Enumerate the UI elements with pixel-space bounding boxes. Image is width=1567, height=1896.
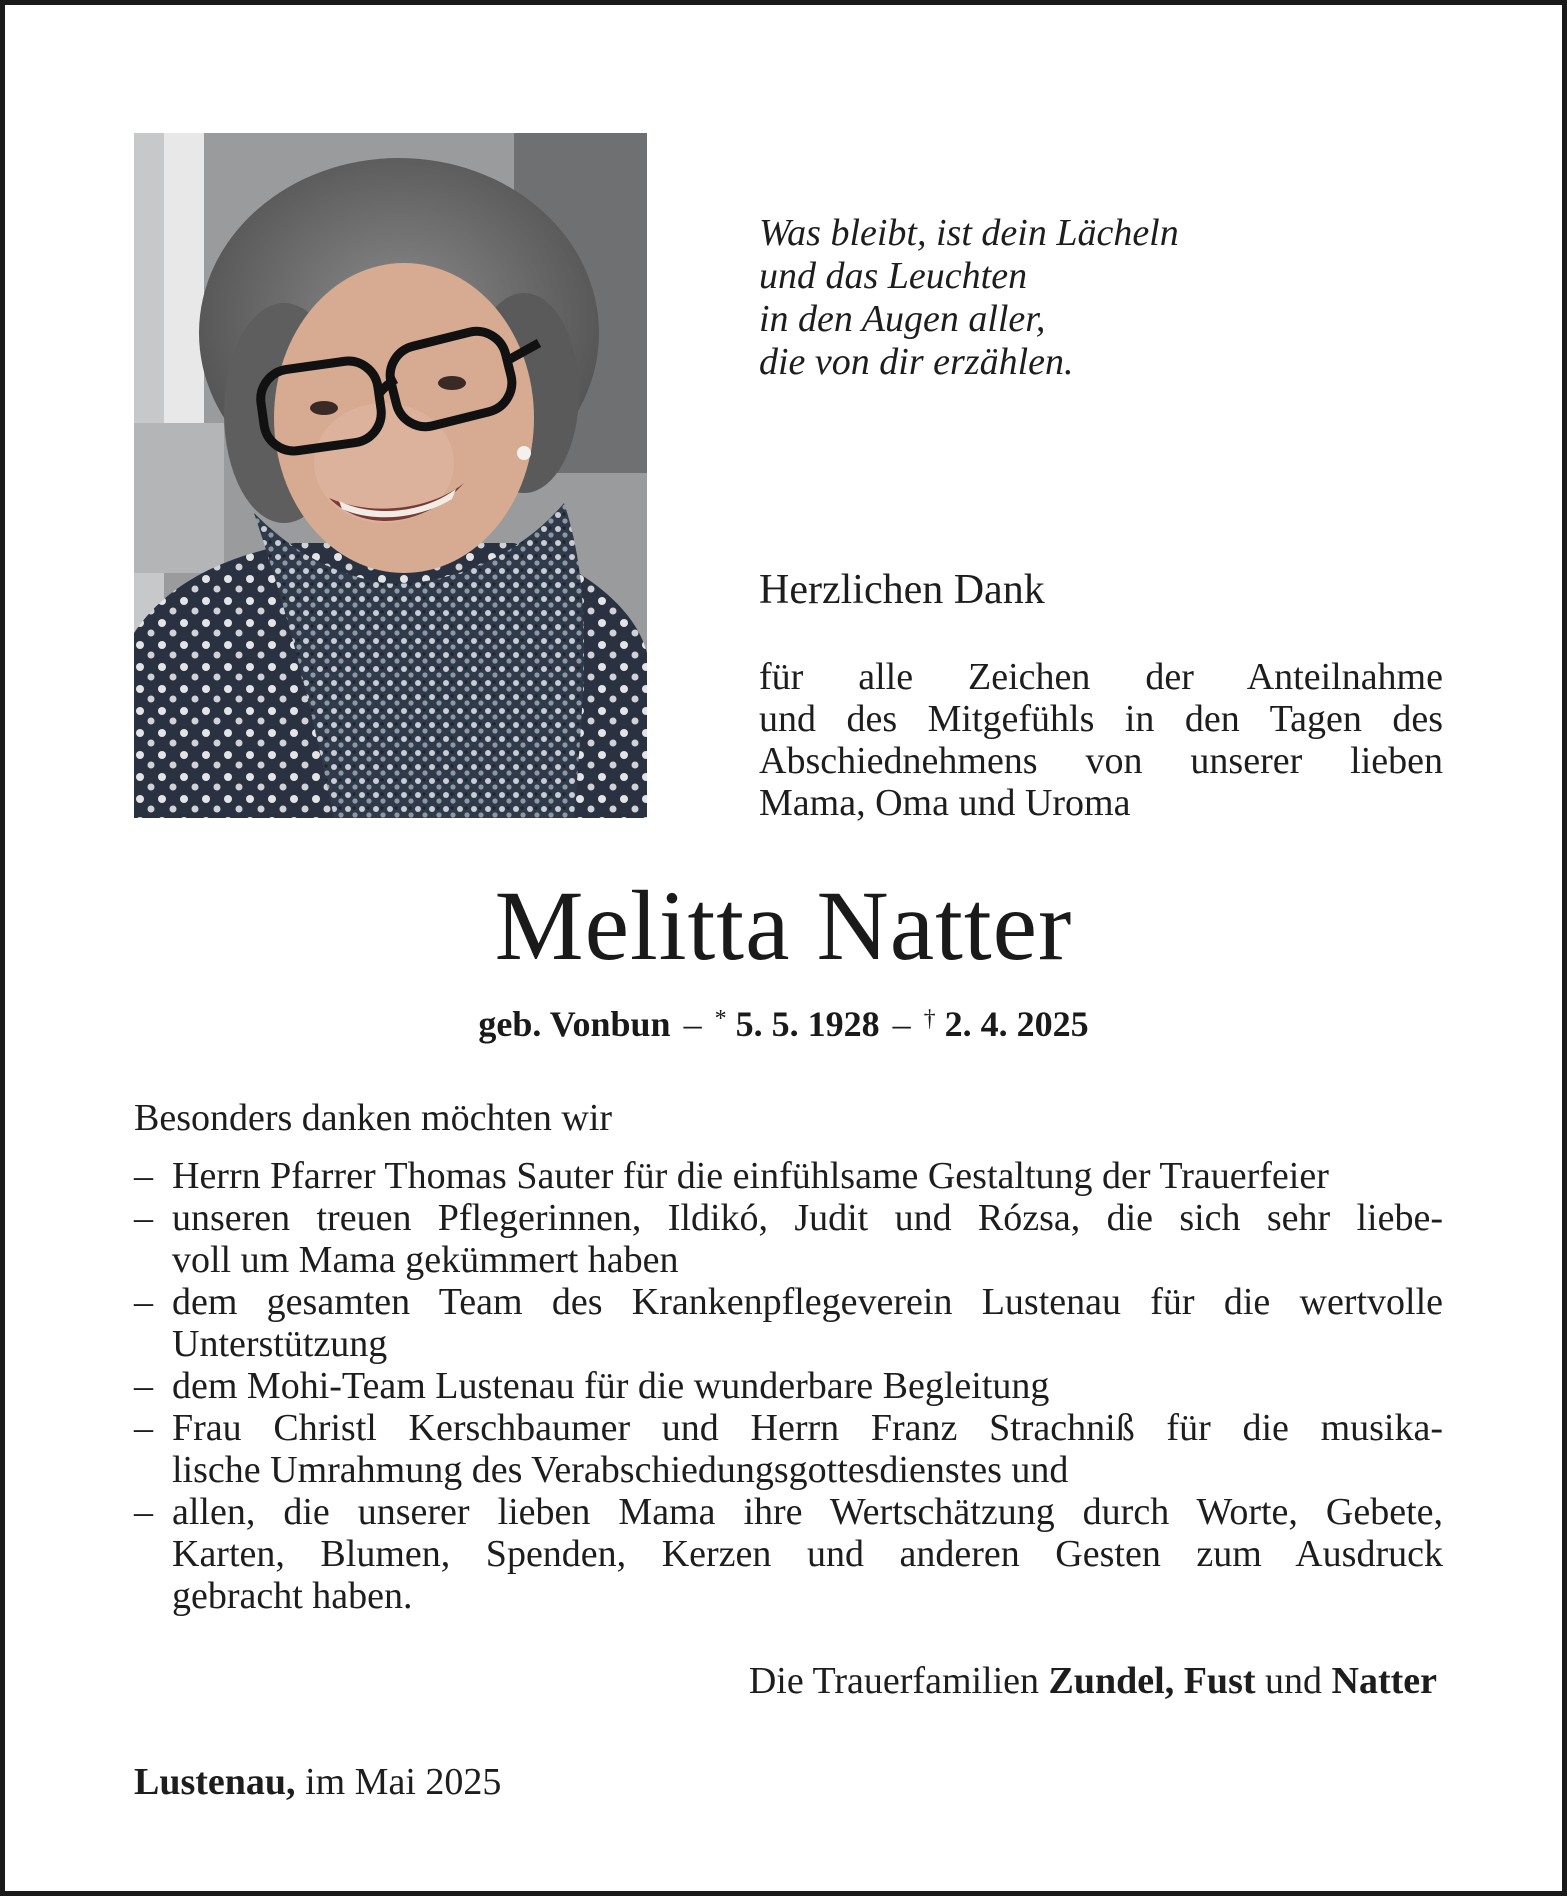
list-item-line: Unterstützung <box>172 1323 388 1365</box>
thanks-text <box>759 656 1443 824</box>
thanks-line: und des Mitgefühls in den Tagen des <box>759 698 1443 740</box>
list-dash: – <box>134 1281 153 1323</box>
quote-line: in den Augen aller, <box>759 298 1046 340</box>
quote-line: die von dir erzählen. <box>759 341 1074 383</box>
family-name: Natter <box>1331 1660 1437 1702</box>
signature-prefix: Die Trauerfamilien <box>748 1660 1040 1702</box>
list-item-line: lische Umrahmung des Verabschiedungsgottesdienstes und <box>172 1449 1069 1491</box>
thanks-heading: Herzlichen Dank <box>759 567 1045 613</box>
signature-joiner: und <box>1265 1660 1323 1702</box>
list-item-line: voll um Mama gekümmert haben <box>172 1239 679 1281</box>
list-item-line: gebracht haben. <box>172 1575 413 1617</box>
list-item-line: unseren treuen Pflegerinnen, Ildikó, Judit und Rózsa, die sich sehr liebe- <box>172 1197 1443 1239</box>
birth-date: 5. 5. 1928 <box>735 1004 880 1044</box>
maiden-name: geb. Vonbun <box>478 1004 671 1044</box>
death-symbol: † <box>923 1006 936 1032</box>
list-item <box>134 1197 1443 1281</box>
memorial-quote <box>759 212 1319 384</box>
list-item-line: allen, die unserer lieben Mama ihre Wertschätzung durch Worte, Gebete, <box>172 1491 1443 1533</box>
list-item <box>134 1491 1443 1617</box>
list-item-line: dem Mohi-Team Lustenau für die wunderbare Begleitung <box>172 1365 1050 1407</box>
quote-line: Was bleibt, ist dein Lächeln <box>759 212 1179 254</box>
portrait-illustration <box>134 133 647 818</box>
death-date: 2. 4. 2025 <box>944 1004 1089 1044</box>
family-name: Fust <box>1183 1660 1256 1702</box>
life-dates <box>5 997 1562 1046</box>
thanks-line: Abschiednehmens von unserer lieben <box>759 740 1443 782</box>
list-item <box>134 1407 1443 1491</box>
acknowledgements-intro: Besonders danken möchten wir <box>134 1097 613 1139</box>
separator: – <box>892 1004 911 1044</box>
list-item-line: dem gesamten Team des Krankenpflegeverein Lustenau für die wertvolle <box>172 1281 1443 1323</box>
family-signature <box>749 1659 1437 1703</box>
list-dash: – <box>134 1155 153 1197</box>
place-city: Lustenau, <box>134 1761 296 1803</box>
list-item <box>134 1281 1443 1365</box>
list-item <box>134 1365 1443 1407</box>
list-item-line: Karten, Blumen, Spenden, Kerzen und anderen Gesten zum Ausdruck <box>172 1533 1443 1575</box>
portrait-photo <box>134 133 647 818</box>
separator: – <box>683 1004 702 1044</box>
thanks-line: Mama, Oma und Uroma <box>759 782 1131 824</box>
list-dash: – <box>134 1407 153 1449</box>
place-and-date <box>134 1760 501 1804</box>
list-item <box>134 1155 1443 1197</box>
list-item-line: Herrn Pfarrer Thomas Sauter für die einfühlsame Gestaltung der Trauerfeier <box>172 1155 1329 1197</box>
thanks-line: für alle Zeichen der Anteilnahme <box>759 656 1443 698</box>
list-dash: – <box>134 1197 153 1239</box>
list-item-line: Frau Christl Kerschbaumer und Herrn Franz Strachniß für die musika- <box>172 1407 1443 1449</box>
birth-symbol: * <box>714 1006 727 1032</box>
list-dash: – <box>134 1491 153 1533</box>
list-dash: – <box>134 1365 153 1407</box>
quote-line: und das Leuchten <box>759 255 1028 297</box>
family-name: Zundel, <box>1048 1660 1175 1702</box>
place-date: im Mai 2025 <box>305 1761 502 1803</box>
deceased-name: Melitta Natter <box>494 870 1073 981</box>
acknowledgements-list <box>134 1155 1443 1617</box>
